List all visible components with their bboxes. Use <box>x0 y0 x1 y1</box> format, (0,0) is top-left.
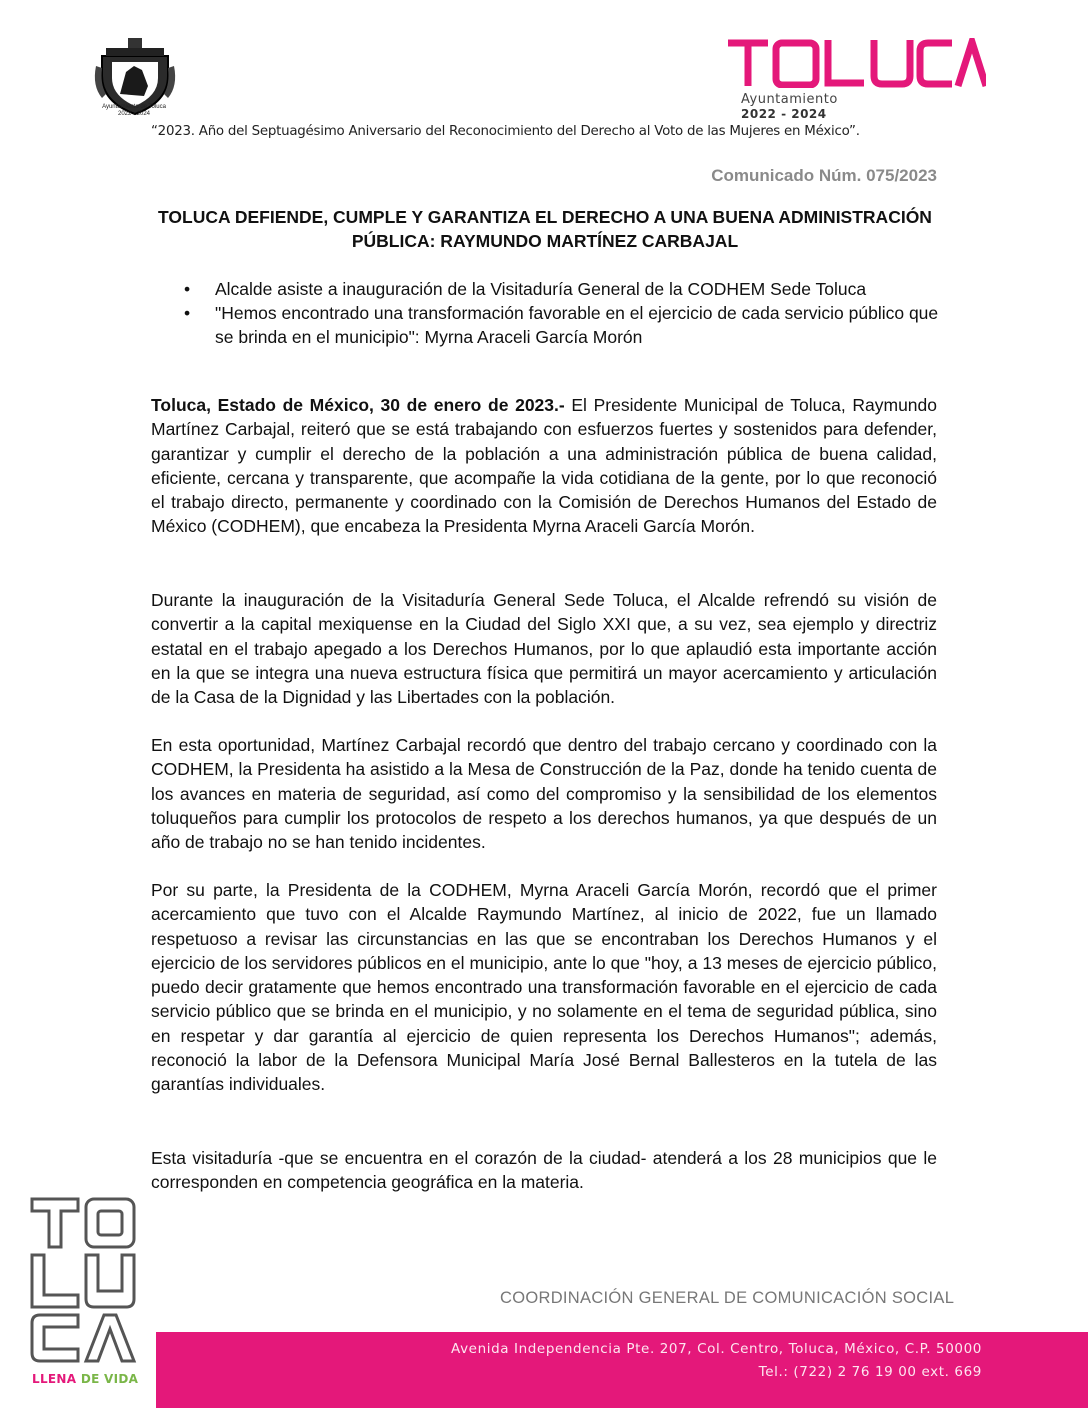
toluca-stacked-logo <box>28 1195 138 1365</box>
paragraph-1-body: El Presidente Municipal de Toluca, Raymundo Martínez Carbajal, reiteró que se está trabajando con esfuerzos fuertes y sostenidos para defender, garantizar y cumplir el derecho de la población a una administración pública de buena calidad, eficiente, cercana y transparente, que acompañe la vida cotidiana de la gente, por lo que reconoció el trabajo directo, permanente y coordinado con la Comisión de Derechos Humanos del Estado de México (CODHEM), que encabeza la Presidenta Myrna Araceli García Morón. <box>151 395 937 537</box>
seal-caption-line2: 2022 - 2024 <box>117 111 151 117</box>
year-motto: “2023. Año del Septuagésimo Aniversario del Reconocimiento del Derecho al Voto de las Mujeres en México”. <box>151 124 860 139</box>
brand-period: 2022 - 2024 <box>741 107 827 121</box>
press-release-number: Comunicado Núm. 075/2023 <box>711 166 937 185</box>
summary-bullets <box>180 277 940 349</box>
paragraph-5: Esta visitaduría -que se encuentra en el corazón de la ciudad- atenderá a los 28 municipios que le corresponden en competencia geográfica en la materia. <box>151 1148 937 1193</box>
dateline: Toluca, Estado de México, 30 de enero de 2023.- <box>151 395 565 415</box>
bullet-icon: • <box>184 279 191 299</box>
tagline-llena: LLENA <box>32 1372 77 1386</box>
bullet-text: Alcalde asiste a inauguración de la Visitaduría General de la CODHEM Sede Toluca <box>215 279 867 299</box>
bullet-item <box>180 277 940 301</box>
paragraph-3: En esta oportunidad, Martínez Carbajal recordó que dentro del trabajo cercano y coordinado con la CODHEM, la Presidenta ha asistido a la Mesa de Construcción de la Paz, donde ha tenido cuenta de los avances en materia de seguridad, así como del compromiso y la sensibilidad de los elementos toluqueños para cumplir los protocolos de respeto a los derechos humanos, ya que después de un año de trabajo no se han tenido incidentes. <box>151 735 937 853</box>
bullet-text: "Hemos encontrado una transformación favorable en el ejercicio de cada servicio público que se brinda en el municipio": Myrna Araceli García Morón <box>215 303 939 347</box>
footer-phone: Tel.: (722) 2 76 19 00 ext. 669 <box>758 1364 982 1380</box>
bullet-icon: • <box>184 303 191 323</box>
tagline-de-vida: DE VIDA <box>80 1372 139 1386</box>
seal-caption-line1: Ayuntamiento de Toluca <box>102 104 166 110</box>
paragraph-2: Durante la inauguración de la Visitaduría General Sede Toluca, el Alcalde refrendó su visión de convertir a la capital mexiquense en la Ciudad del Siglo XXI que, a su vez, sea ejemplo y directriz estatal en el trabajo apegado a los Derechos Humanos, por lo que aplaudió esta importante acción en la que se integra una nueva estructura física que permitirá un mayor acercamiento y articulación de la Casa de la Dignidad y las Libertades con la población. <box>151 590 937 708</box>
headline: TOLUCA DEFIENDE, CUMPLE Y GARANTIZA EL DERECHO A UNA BUENA ADMINISTRACIÓN PÚBLICA: RAYMUNDO MARTÍNEZ CARBAJAL <box>158 207 932 251</box>
brand-subtitle: Ayuntamiento <box>741 92 838 107</box>
paragraph-1 <box>151 393 937 539</box>
coordination-label: COORDINACIÓN GENERAL DE COMUNICACIÓN SOCIAL <box>500 1289 955 1307</box>
paragraph-4: Por su parte, la Presidenta de la CODHEM, Myrna Araceli García Morón, recordó que el primer acercamiento que tuvo con el Alcalde Raymundo Martínez, al inicio de 2022, fue un llamado respetuoso a revisar las circunstancias en las que se encontraban los Derechos Humanos y el ejercicio de los servidores públicos en el municipio, ante lo que "hoy, a 13 meses de ejercicio público, puedo decir gratamente que hemos encontrado una transformación favorable en el ejercicio de cada servicio público que se brinda en el municipio, y no solamente en el tema de seguridad pública, sino en respetar y dar garantía al ejercicio de quien representa los Derechos Humanos"; además, reconoció la labor de la Defensora Municipal María José Bernal Ballesteros en la tutela de las garantías individuales. <box>151 880 937 1095</box>
footer-address: Avenida Independencia Pte. 207, Col. Centro, Toluca, México, C.P. 50000 <box>451 1341 982 1357</box>
footer-tagline <box>32 1372 138 1386</box>
toluca-brand-logo <box>726 38 986 88</box>
bullet-item <box>180 301 940 349</box>
seal-caption <box>86 104 182 118</box>
